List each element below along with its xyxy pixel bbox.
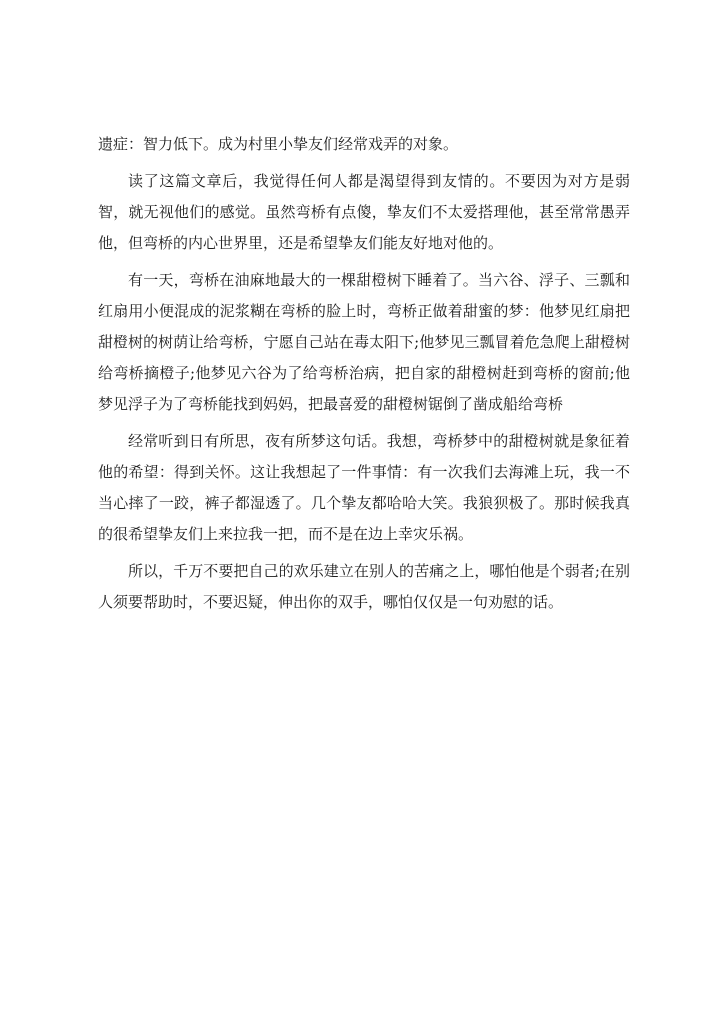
paragraph-5: 所以，千万不要把自己的欢乐建立在别人的苦痛之上，哪怕他是个弱者;在别人须要帮助时，不要迟疑，伸出你的双手，哪怕仅仅是一句劝慰的话。 xyxy=(98,562,630,611)
document-body xyxy=(98,129,630,624)
paragraph-1: 遗症：智力低下。成为村里小挚友们经常戏弄的对象。 xyxy=(98,135,459,153)
paragraph-3: 有一天，弯桥在油麻地最大的一棵甜橙树下睡着了。当六谷、浮子、三瓢和红扇用小便混成的泥浆糊在弯桥的脸上时，弯桥正做着甜蜜的梦：他梦见红扇把甜橙树的树荫让给弯桥，宁愿自己站在毒太阳下;他梦见三瓢冒着危急爬上甜橙树给弯桥摘橙子;他梦见六谷为了给弯桥治病，把自家的甜橙树赶到弯桥的窗前;他梦见浮子为了弯桥能找到妈妈，把最喜爱的甜橙树锯倒了凿成船给弯桥 xyxy=(98,271,630,413)
paragraph-2: 读了这篇文章后，我觉得任何人都是渴望得到友情的。不要因为对方是弱智，就无视他们的感觉。虽然弯桥有点傻，挚友们不太爱搭理他，甚至常常愚弄他，但弯桥的内心世界里，还是希望挚友们能友好地对他的。 xyxy=(98,172,630,252)
paragraph-4: 经常听到日有所思，夜有所梦这句话。我想，弯桥梦中的甜橙树就是象征着他的希望：得到关怀。这让我想起了一件事情：有一次我们去海滩上玩，我一不当心摔了一跤，裤子都湿透了。几个挚友都哈哈大笑。我狼狈极了。那时候我真的很希望挚友们上来拉我一把，而不是在边上幸灾乐祸。 xyxy=(98,432,630,543)
